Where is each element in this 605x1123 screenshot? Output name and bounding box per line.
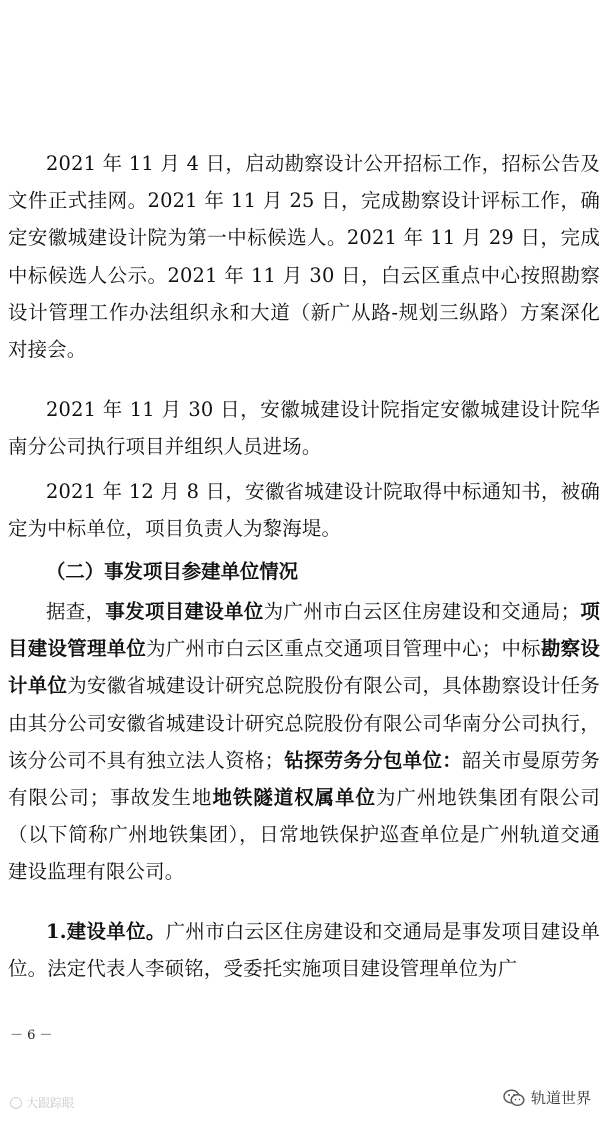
section-heading: （二）事发项目参建单位情况 (46, 560, 299, 583)
page-number: － 6 － (10, 1028, 53, 1043)
text-segment: 为广州市白云区重点交通项目管理中心；中标 (146, 637, 541, 661)
bold-segment-design-unit: 勘察设计单位 (8, 637, 601, 698)
text-segment: 为安徽省城建设计研究总院股份有限公司，具体勘察设计任务由其分公司安徽省城建设计研究总院股份有限公司华南分公司执行，该分公司不具有独立法人资格； (8, 674, 600, 772)
paragraph-participating-units (8, 593, 600, 891)
watermark-logo-icon (10, 1097, 22, 1109)
paragraph-construction-unit (8, 913, 600, 987)
text-segment: 为广州市白云区住房建设和交通局； (263, 600, 581, 623)
watermark-left-text: 大跟踪眼 (26, 1096, 75, 1110)
paragraph-text: 2021 年 11 月 4 日，启动勘察设计公开招标工作，招标公告及文件正式挂网。2021 年 11 月 25 日，完成勘察设计评标工作，确定安徽城建设计院为第一中标候选人。2021 年 11 月 29 日，完成中标候选人公示。2021 年 11 月 30 日，白云区重点中心按照勘察设计管理工作办法组织永和大道（新广从路-规划三纵路）方案深化对接会。 (8, 152, 600, 362)
paragraph-text: 2021 年 11 月 30 日，安徽城建设计院指定安徽城建设计院华南分公司执行项目并组织人员进场。 (8, 398, 600, 459)
text-segment: 为广州地铁集团有限公司（以下简称广州地铁集团），日常地铁保护巡查单位是广州轨道交通建设监理有限公司。 (8, 786, 601, 884)
bold-segment-management-unit: 项目建设管理单位 (8, 600, 601, 661)
paragraph-timeline-1 (8, 145, 600, 368)
bold-segment-drilling-unit: 钻探劳务分包单位： (284, 748, 462, 772)
paragraph-timeline-2 (8, 391, 600, 465)
watermark-left (10, 1094, 74, 1111)
watermark-right-text: 轨道世界 (530, 1089, 591, 1107)
item-heading: 1.建设单位。 (46, 920, 166, 943)
bold-segment-tunnel-owner: 地铁隧道权属单位 (212, 786, 376, 810)
paragraph-timeline-3 (8, 473, 600, 547)
bold-segment-construction-unit: 事发项目建设单位 (105, 600, 264, 623)
text-segment: 韶关市曼原劳务有限公司；事故发生地 (8, 748, 600, 810)
paragraph-text: 2021 年 12 月 8 日，安徽省城建设计院取得中标通知书，被确定为中标单位，项目负责人为黎海堤。 (8, 480, 600, 541)
paragraph-text: 广州市白云区住房建设和交通局是事发项目建设单位。法定代表人李硕铭，受委托实施项目建设管理单位为广 (8, 920, 600, 981)
text-segment: 据查， (46, 600, 106, 623)
watermark-right (503, 1087, 591, 1108)
wechat-icon (503, 1089, 525, 1107)
